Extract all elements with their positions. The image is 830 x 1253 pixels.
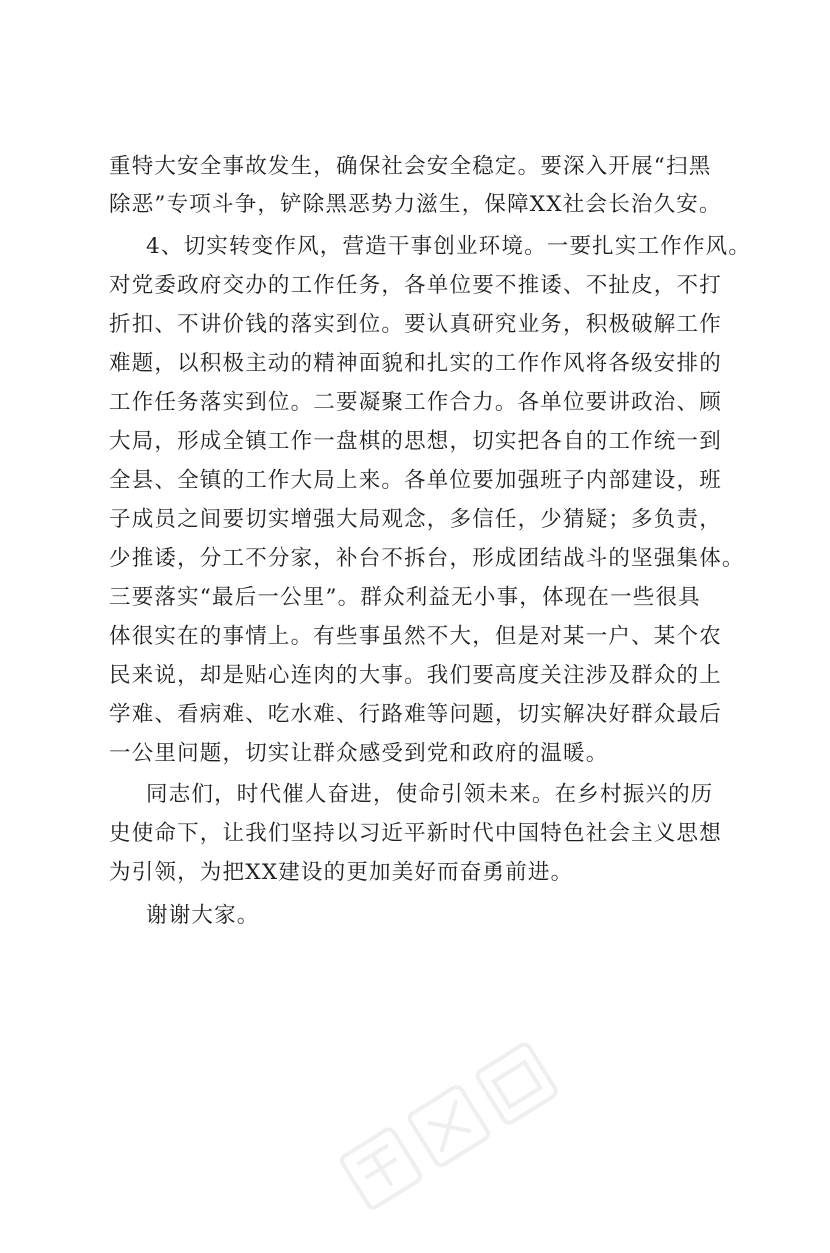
text-line: 学难、看病难、吃水难、行路难等问题，切实解决好群众最后 — [109, 702, 722, 727]
text-line: 折扣、不讲价钱的落实到位。要认真研究业务，积极破解工作 — [109, 312, 722, 337]
text-line: 对党委政府交办的工作任务，各单位要不推诿、不扯皮，不打 — [109, 273, 722, 298]
text-line: 大局，形成全镇工作一盘棋的思想，切实把各自的工作统一到 — [109, 429, 722, 454]
text-line: 史使命下，让我们坚持以习近平新时代中国特色社会主义思想 — [109, 821, 722, 846]
text-line: 除恶”专项斗争，铲除黑恶势力滋生，保障XX社会长治久安。 — [109, 192, 722, 217]
text-line: 同志们，时代催人奋进，使命引领未来。在乡村振兴的历 — [146, 782, 714, 807]
text-line: 为引领，为把XX建设的更加美好而奋勇前进。 — [109, 860, 574, 885]
text-line: 三要落实“最后一公里”。群众利益无小事，体现在一些很具 — [109, 585, 701, 610]
text-line: 谢谢大家。 — [146, 903, 260, 928]
text-line: 子成员之间要切实增强大局观念，多信任，少猜疑；多负责， — [109, 507, 722, 532]
text-line: 少推诿，分工不分家，补台不拆台，形成团结战斗的坚强集体。 — [109, 546, 745, 571]
text-line: 一公里问题，切实让群众感受到党和政府的温暖。 — [109, 741, 609, 766]
text-line: 重特大安全事故发生，确保社会安全稳定。要深入开展“扫黑 — [109, 154, 712, 179]
watermark-icon — [315, 1001, 604, 1249]
text-line: 全县、全镇的工作大局上来。各单位要加强班子内部建设，班 — [109, 468, 722, 493]
text-line: 4、切实转变作风，营造干事创业环境。一要扎实工作作风。 — [146, 234, 752, 259]
text-line: 工作任务落实到位。二要凝聚工作合力。各单位要讲政治、顾 — [109, 390, 722, 415]
text-line: 民来说，却是贴心连肉的大事。我们要高度关注涉及群众的上 — [109, 663, 722, 688]
text-line: 体很实在的事情上。有些事虽然不大，但是对某一户、某个农 — [109, 624, 722, 649]
text-line: 难题，以积极主动的精神面貌和扎实的工作作风将各级安排的 — [109, 351, 722, 376]
